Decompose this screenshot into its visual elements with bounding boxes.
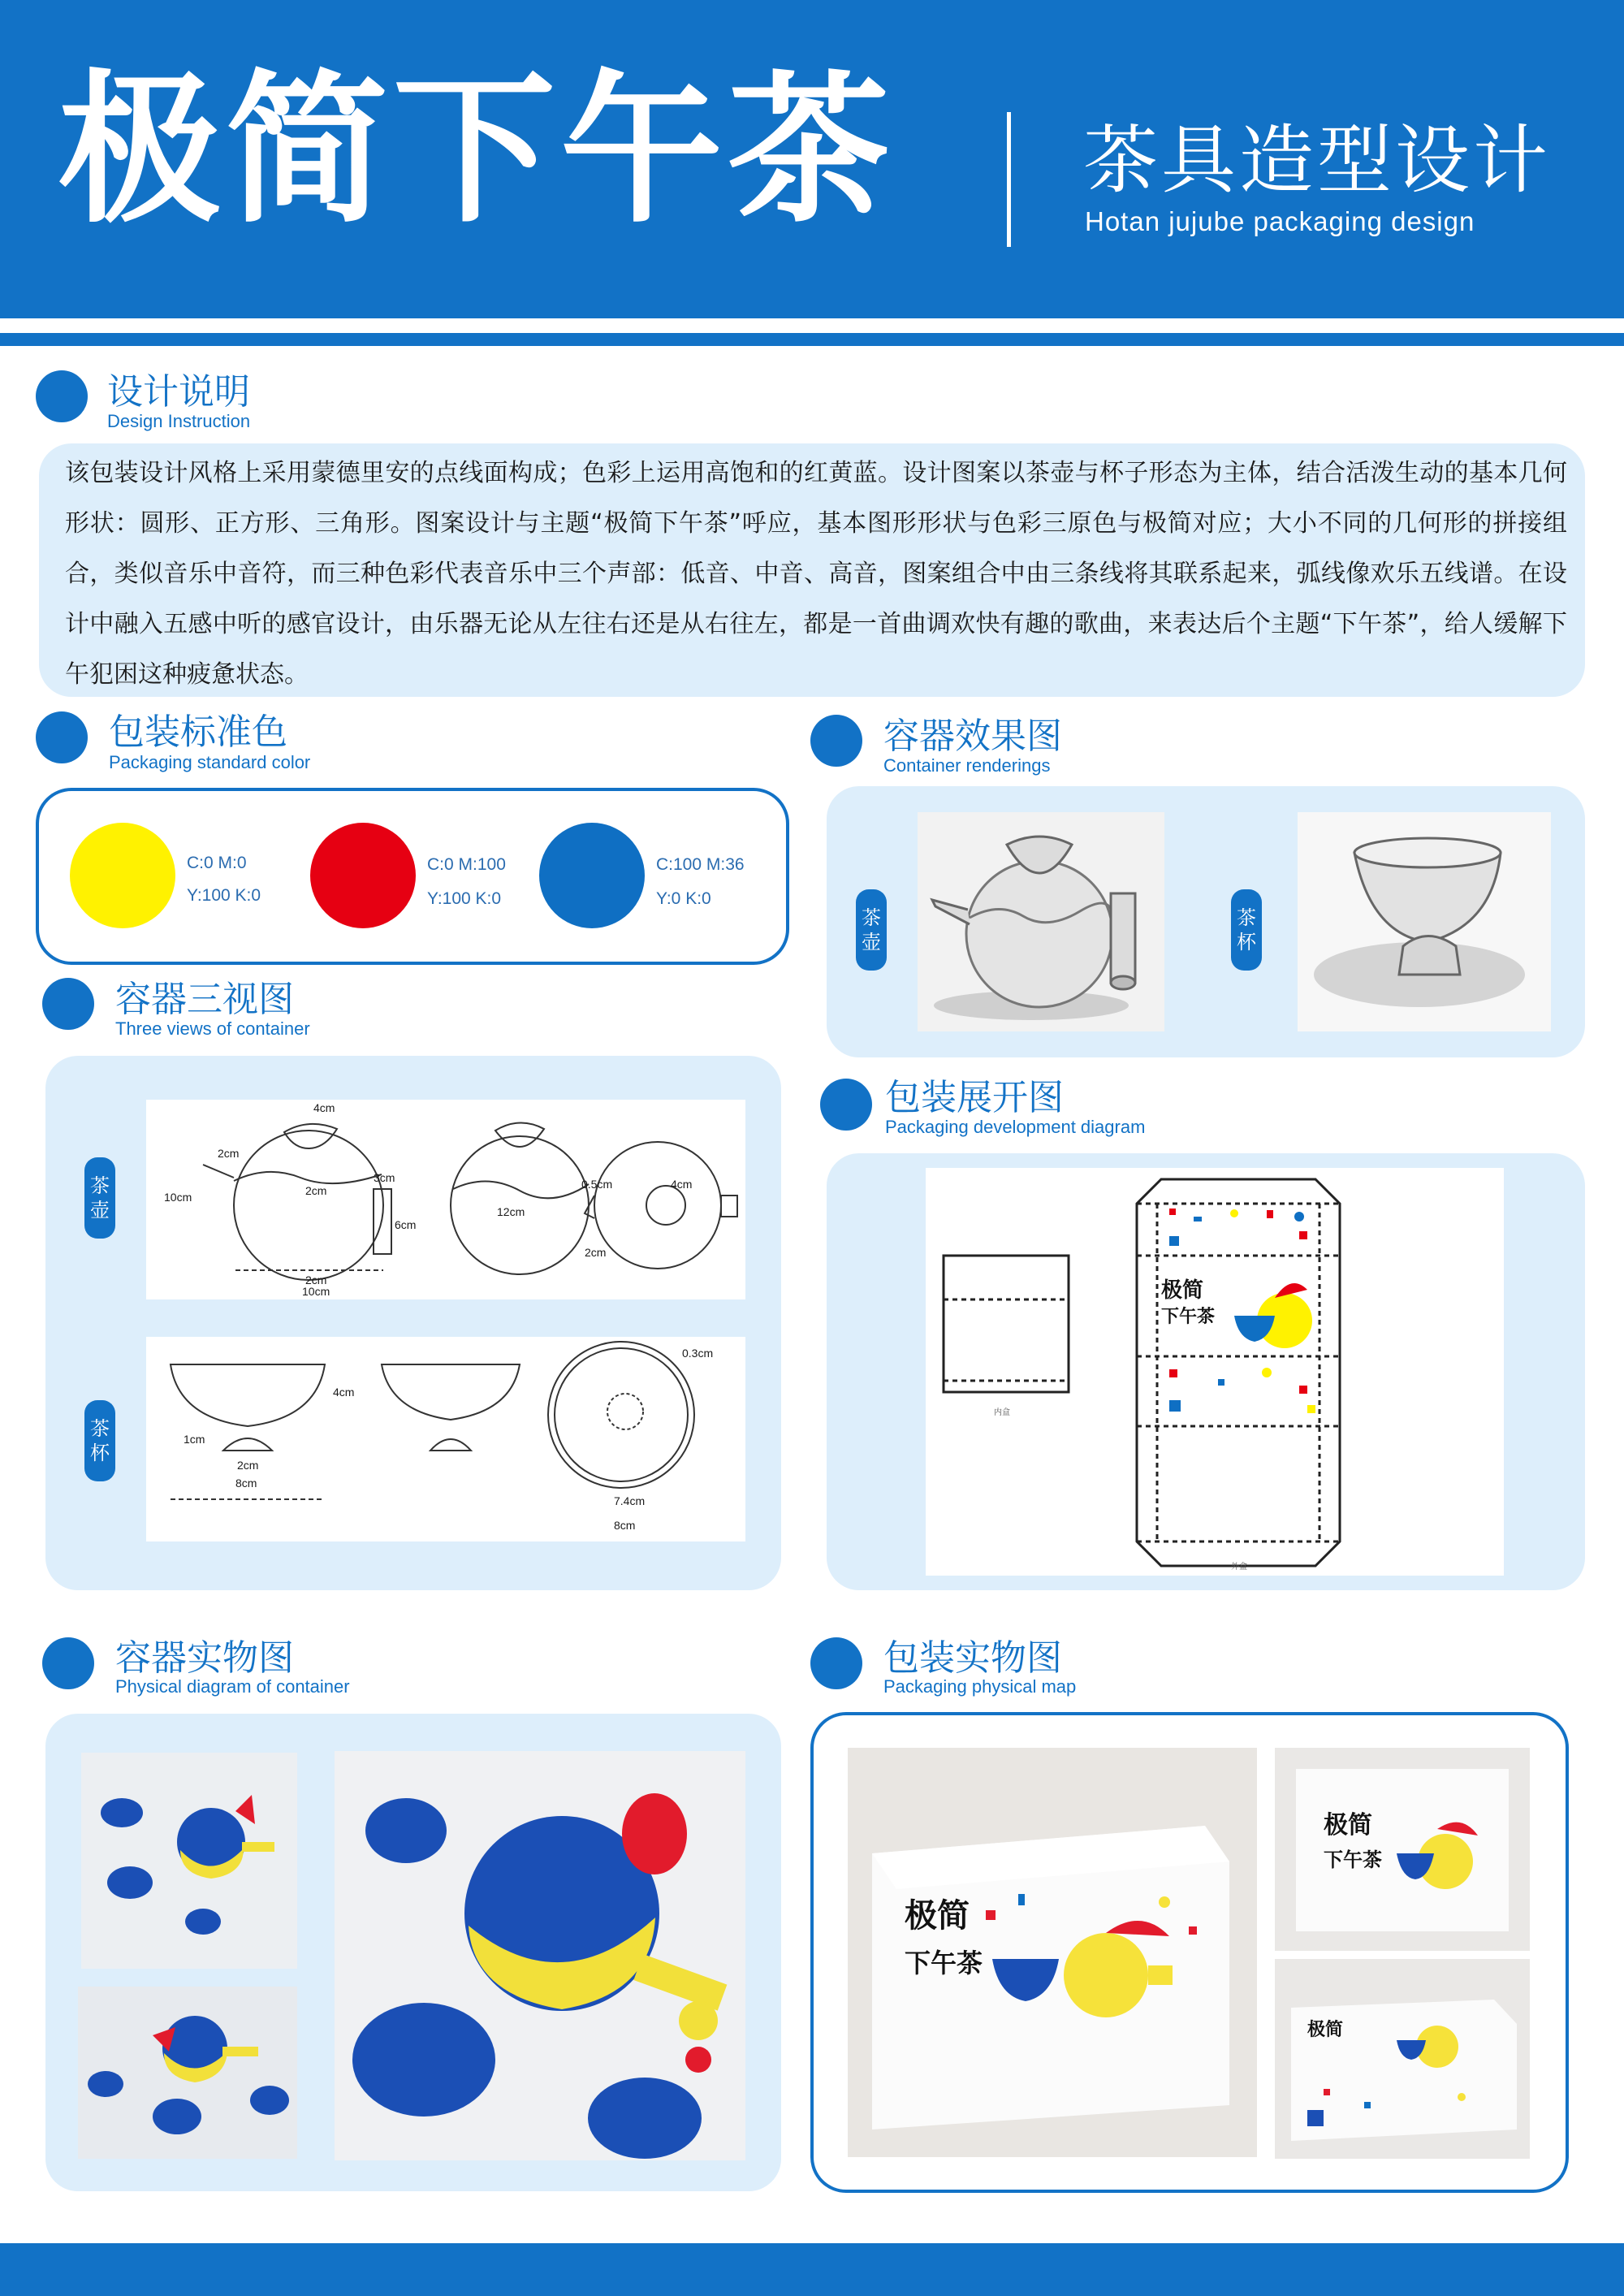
teapot-dim-label: 4cm (313, 1101, 335, 1114)
package-photo2-title-2: 下午茶 (1324, 1848, 1382, 1871)
cup-sketch-image (1298, 812, 1551, 1031)
color-blue-cmyk-1: C:100 M:36 (656, 855, 745, 874)
three-views-subtitle: Three views of container (115, 1018, 310, 1039)
cup-dim-label: 2cm (237, 1459, 259, 1472)
teapot-three-views-drawing (146, 1100, 745, 1299)
three-views-title: 容器三视图 (115, 979, 294, 1020)
section-bullet-icon (42, 1637, 94, 1689)
package-photo-main (848, 1748, 1257, 2157)
outer-box-label: 外盒 (1231, 1563, 1247, 1572)
physical-container-title: 容器实物图 (115, 1637, 294, 1679)
physical-package-subtitle: Packaging physical map (883, 1676, 1077, 1697)
poster-subtitle: 茶具造型设计 (1083, 117, 1552, 204)
section-bullet-icon (810, 715, 862, 767)
teapot-dim-label: 6cm (395, 1218, 417, 1231)
cup-dim-label: 0.3cm (682, 1347, 714, 1360)
package-main-title-1: 极简 (905, 1897, 970, 1935)
cup-dim-label: 1cm (184, 1433, 205, 1446)
colors-subtitle: Packaging standard color (109, 752, 311, 772)
container-photo-2 (78, 1987, 297, 2159)
teapot-dim-label: 2cm (585, 1246, 607, 1259)
container-photo-1 (81, 1753, 297, 1969)
teapot-dim-label: 0.5cm (581, 1178, 613, 1191)
teapot-dim-label: 2cm (305, 1273, 327, 1286)
inner-box-label: 内盒 (994, 1408, 1010, 1417)
physical-container-subtitle: Physical diagram of container (115, 1676, 350, 1697)
package-main-title-2: 下午茶 (905, 1948, 983, 1978)
poster-subtitle-en: Hotan jujube packaging design (1085, 206, 1475, 236)
teapot-dim-label: 10cm (302, 1285, 330, 1298)
development-diagram (926, 1168, 1504, 1576)
color-yellow-cmyk-2: Y:100 K:0 (187, 886, 261, 905)
header-divider (1007, 112, 1011, 247)
container-photo-main (335, 1751, 745, 2160)
section-bullet-icon (36, 370, 88, 422)
package-photo2-title-1: 极简 (1324, 1811, 1372, 1840)
package-photo-2 (1275, 1748, 1530, 1951)
section-bullet-icon (810, 1637, 862, 1689)
three-views-cup-tag: 茶杯 (84, 1400, 115, 1481)
teapot-dim-label: 2cm (305, 1184, 327, 1197)
color-yellow-cmyk-1: C:0 M:0 (187, 854, 247, 872)
cup-dim-label: 4cm (333, 1386, 355, 1399)
teapot-sketch-image (918, 812, 1164, 1031)
cup-dim-label: 7.4cm (614, 1494, 646, 1507)
cup-tag: 茶杯 (1231, 889, 1262, 971)
color-red-cmyk-1: C:0 M:100 (427, 855, 506, 874)
section-bullet-icon (36, 711, 88, 763)
instruction-title: 设计说明 (107, 371, 250, 413)
package-photo3-title-1: 极简 (1307, 2020, 1344, 2040)
development-box-title-2: 下午茶 (1161, 1307, 1216, 1327)
package-photo-3 (1275, 1959, 1530, 2159)
colors-title: 包装标准色 (109, 711, 287, 753)
header-stripe (0, 333, 1624, 346)
poster-title: 极简下午茶 (58, 56, 896, 245)
cup-dim-label: 8cm (614, 1519, 636, 1532)
section-bullet-icon (42, 978, 94, 1030)
teapot-dim-label: 4cm (671, 1178, 693, 1191)
three-views-teapot-tag: 茶壶 (84, 1157, 115, 1239)
color-swatch-red (310, 823, 416, 928)
development-title: 包装展开图 (885, 1077, 1064, 1118)
instruction-body: 该包装设计风格上采用蒙德里安的点线面构成；色彩上运用高饱和的红黄蓝。设计图案以茶壶与杯子形态为主体，结合活泼生动的基本几何形状：圆形、正方形、三角形。图案设计与主题“极简下午茶”呼应，基本图形形状与色彩三原色与极简对应；大小不同的几何形的拼接组合，类似音乐中音符，而三种色彩代表音乐中三个声部：低音、中音、高音，图案组合中由三条线将其联系起来，弧线像欢乐五线谱。在设计中融入五感中听的感官设计，由乐器无论从左往右还是从右往左，都是一首曲调欢快有趣的歌曲，来表达后个主题“下午茶”，给人缓解下午犯困这种疲惫状态。 (65, 459, 1567, 689)
cup-dim-label: 8cm (235, 1477, 257, 1490)
development-box-title-1: 极简 (1161, 1278, 1204, 1303)
teapot-dim-label: 3cm (374, 1171, 395, 1184)
teapot-dim-label: 12cm (497, 1205, 525, 1218)
instruction-subtitle: Design Instruction (107, 411, 251, 431)
teapot-dim-label: 2cm (218, 1147, 240, 1160)
teapot-tag: 茶壶 (856, 889, 887, 971)
development-subtitle: Packaging development diagram (885, 1117, 1146, 1137)
color-swatch-blue (539, 823, 645, 928)
color-red-cmyk-2: Y:100 K:0 (427, 889, 502, 908)
color-swatch-yellow (70, 823, 175, 928)
renderings-subtitle: Container renderings (883, 755, 1051, 776)
renderings-title: 容器效果图 (883, 716, 1062, 757)
cup-three-views-drawing (146, 1337, 745, 1541)
color-blue-cmyk-2: Y:0 K:0 (656, 889, 711, 908)
physical-package-title: 包装实物图 (883, 1637, 1062, 1679)
footer-bar (0, 2243, 1624, 2296)
teapot-dim-label: 10cm (164, 1191, 192, 1204)
section-bullet-icon (820, 1079, 872, 1131)
